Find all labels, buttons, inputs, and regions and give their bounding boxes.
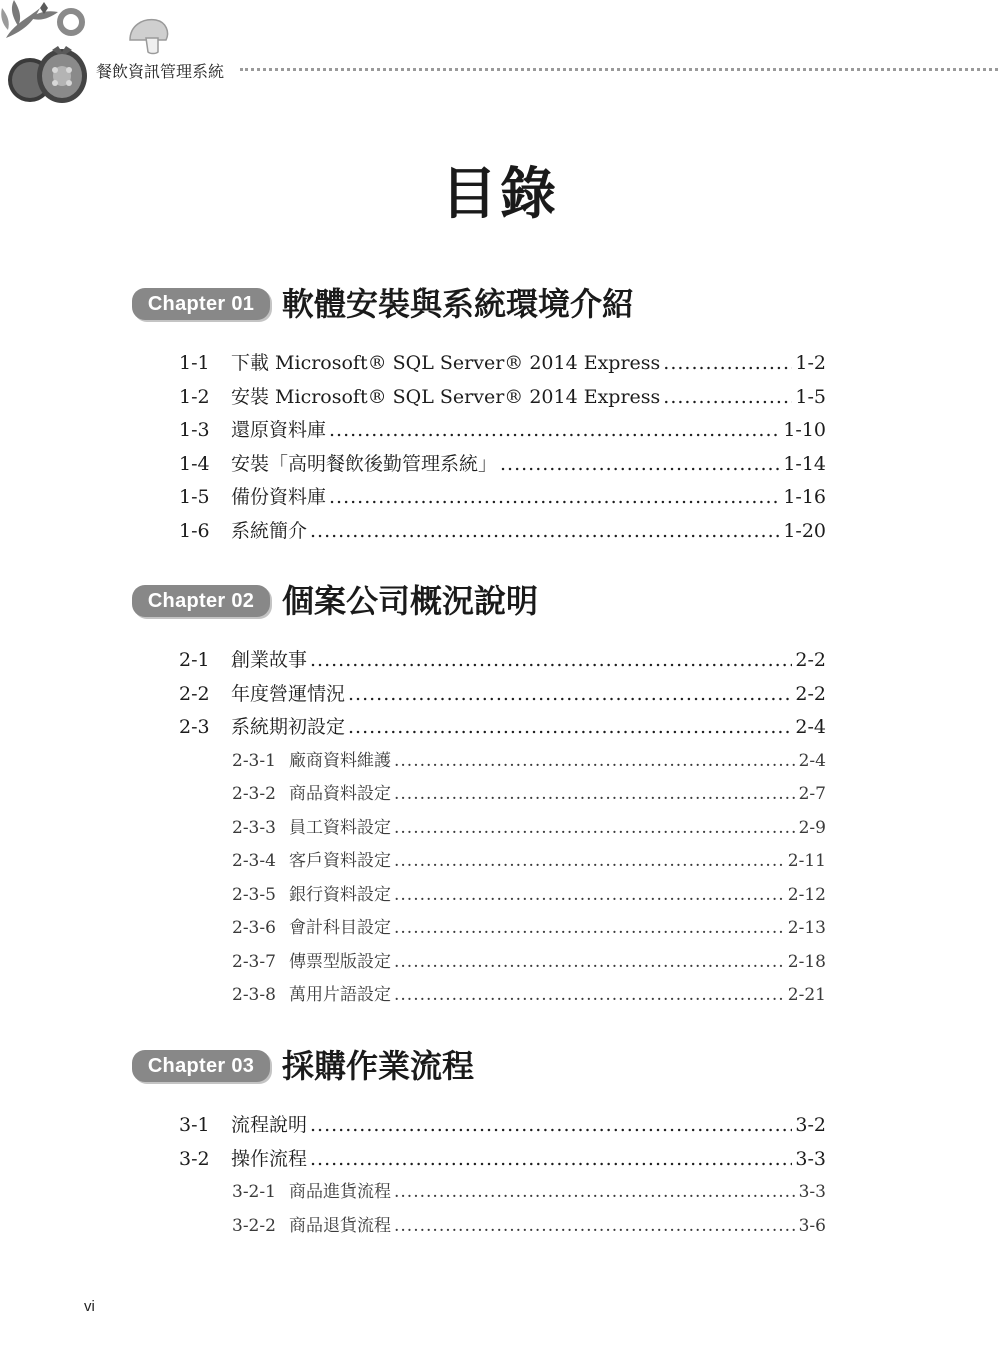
chapter-03 [0,1043,1000,1243]
chapter-badge: Chapter 01 [132,288,270,320]
section-number: 2-3-7 [232,951,276,972]
dot-leader [348,678,792,712]
page-ref: 2-11 [787,851,826,871]
section-number: 2-3-6 [232,918,276,938]
toc-entries [0,347,1000,548]
dot-leader [310,1143,792,1177]
section-title: 流程說明 [231,1114,308,1136]
page-ref: 3-3 [798,1182,826,1202]
page-ref: 2-13 [787,918,826,938]
dot-leader [394,745,796,779]
page-ref: 2-7 [798,784,826,804]
section-title: 還原資料庫 [231,419,327,441]
toc-entries [0,1109,1000,1243]
dot-leader [394,979,785,1013]
header-dotted-rule [240,68,998,71]
chapter-badge: Chapter 02 [132,585,270,617]
page-ref: 2-9 [798,817,826,838]
dot-leader [394,946,785,980]
toc-entry [232,1176,826,1210]
section-title: 安裝「高明餐飲後勤管理系統」 [231,452,498,475]
header-decoration [0,0,240,110]
section-title: 系統期初設定 [231,716,346,738]
toc-entry [179,1109,826,1143]
section-number: 2-3-1 [232,750,276,771]
toc-entry [232,912,826,946]
toc-entry [232,812,826,846]
section-number: 1-2 [179,385,210,408]
dot-leader [394,1176,796,1210]
section-title: 系統簡介 [231,519,308,542]
dot-leader [348,711,792,745]
toc-entry [232,1210,826,1244]
dot-leader [310,644,792,678]
dot-leader [394,912,785,946]
page-header [0,0,1000,110]
page-ref: 1-2 [795,352,826,374]
toc-entry [179,414,826,448]
chapter-header [0,281,1000,329]
toc-entry [179,347,826,381]
mushroom-icon [130,20,168,54]
ring-icon [60,11,82,33]
page-ref: 2-4 [798,750,826,771]
section-number: 1-5 [179,486,210,508]
section-title: 會計科目設定 [289,918,391,938]
dot-leader [394,812,796,846]
toc-entry [232,778,826,812]
section-title: 商品進貨流程 [289,1182,391,1202]
chapter-header [0,578,1000,626]
section-title: 創業故事 [231,649,308,671]
toc-entry [232,879,826,913]
section-number: 3-1 [179,1114,210,1136]
dot-leader [394,879,785,913]
page-title: 目錄 [441,161,559,227]
section-title: 安裝 Microsoft® SQL Server® 2014 Express [231,385,661,408]
section-title: 商品資料設定 [289,784,391,804]
page-ref: 2-4 [795,716,826,738]
section-number: 2-1 [179,649,210,671]
section-number: 2-3-8 [232,985,276,1005]
toc-entry [179,644,826,678]
chapter-title: 個案公司概況說明 [282,582,539,620]
page-ref: 3-2 [795,1114,826,1136]
section-title: 員工資料設定 [289,817,391,838]
page-ref: 1-16 [783,486,826,508]
section-title: 萬用片語設定 [289,985,391,1005]
section-number: 2-2 [179,682,210,705]
page-ref: 1-10 [783,419,826,441]
toc-entry [232,845,826,879]
section-number: 2-3-5 [232,884,276,905]
section-number: 3-2 [179,1147,210,1170]
section-title: 傳票型版設定 [289,951,391,972]
section-number: 1-3 [179,419,210,441]
page-ref: 2-18 [787,951,826,972]
toc-entry [232,745,826,779]
section-number: 2-3 [179,716,210,738]
section-number: 1-1 [179,352,210,374]
section-title: 商品退貨流程 [289,1215,391,1236]
section-title: 操作流程 [231,1147,308,1170]
toc-entry [179,1143,826,1177]
dot-leader [663,347,792,381]
dot-leader [394,778,796,812]
section-title: 客戶資料設定 [289,851,391,871]
dot-leader [500,448,780,482]
page-number: vi [84,1298,95,1315]
toc-entry [179,678,826,712]
section-title: 備份資料庫 [231,486,327,508]
tomato-icon [8,46,87,103]
dot-leader [329,414,780,448]
toc-entry [179,481,826,515]
section-number: 1-4 [179,452,210,475]
section-number: 1-6 [179,519,210,542]
section-number: 2-3-4 [232,851,276,871]
dot-leader [394,845,785,879]
toc-entry [232,979,826,1013]
section-number: 3-2-1 [232,1182,276,1202]
chapter-02 [0,578,1000,1013]
page-ref: 1-20 [783,519,826,542]
section-number: 3-2-2 [232,1215,276,1236]
page-ref: 2-2 [795,649,826,671]
toc-entry [232,946,826,980]
section-number: 2-3-3 [232,817,276,838]
page-ref: 1-5 [795,385,826,408]
chapter-01 [0,281,1000,548]
toc-entries [0,644,1000,1013]
book-title: 餐飲資訊管理系統 [96,62,225,81]
page-ref: 1-14 [783,452,826,475]
toc-entry [179,381,826,415]
page-ref: 3-3 [795,1147,826,1170]
dot-leader [310,515,780,549]
chapter-title: 採購作業流程 [282,1047,475,1085]
section-title: 年度營運情況 [231,682,346,705]
section-title: 銀行資料設定 [289,884,391,905]
dot-leader [394,1210,796,1244]
page-ref: 3-6 [798,1215,826,1236]
page-ref: 2-12 [787,884,826,905]
page-ref: 2-2 [795,682,826,705]
toc-entry [179,711,826,745]
chapter-title: 軟體安裝與系統環境介紹 [282,285,635,323]
section-number: 2-3-2 [232,784,276,804]
section-title: 廠商資料維護 [289,750,391,771]
chapter-header [0,1043,1000,1091]
dot-leader [663,381,792,415]
dot-leader [329,481,780,515]
chapter-badge: Chapter 03 [132,1050,270,1082]
leaf-icon [1,0,58,38]
toc-entry [179,448,826,482]
dot-leader [310,1109,792,1143]
section-title: 下載 Microsoft® SQL Server® 2014 Express [231,352,661,374]
toc-entry [179,515,826,549]
page-ref: 2-21 [787,985,826,1005]
